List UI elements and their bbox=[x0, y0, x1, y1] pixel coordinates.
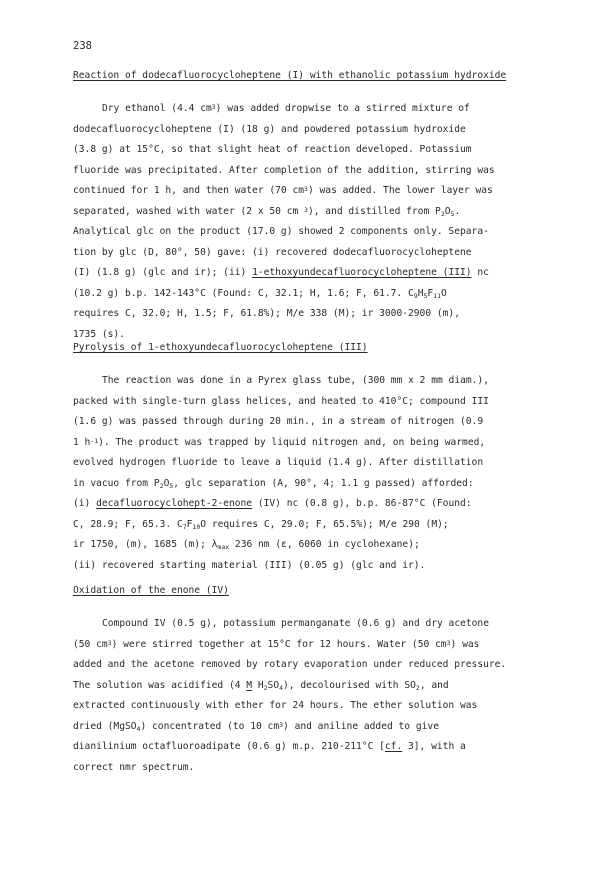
paragraph-reaction bbox=[73, 99, 533, 345]
text-line: continued for 1 h, and then water (70 $cm^3$) was added. The lower layer was bbox=[73, 185, 493, 196]
text-line: added and the acetone removed by rotary evaporation under reduced pressure. bbox=[73, 659, 507, 670]
text-line: ir 1750, (m), 1685 (m); $\lambda_{max}$ 236 nm (ε, 6060 in cyclohexane); bbox=[73, 539, 420, 551]
text-line: evolved hydrogen fluoride to leave a liquid (1.4 g). After distillation bbox=[73, 457, 484, 468]
text-line: (3.8 g) at 15°C, so that slight heat of reaction developed. Potassium bbox=[73, 144, 472, 155]
page-number: 238 bbox=[73, 40, 92, 52]
paragraph-oxidation bbox=[73, 614, 533, 778]
text-line: packed with single-turn glass helices, and heated to 410°C; compound III bbox=[73, 395, 489, 407]
text-line: dianilinium octafluoroadipate (0.6 g) m.p. 210-211°C [cf. 3], with a bbox=[73, 741, 466, 752]
text-line: Compound IV (0.5 g), potassium permanganate (0.6 g) and dry acetone bbox=[102, 618, 489, 629]
text-line: (I) (1.8 g) (glc and ir); (ii) 1-ethoxyundecafluorocycloheptene (III) nc bbox=[73, 267, 489, 278]
text-line: (50 $cm^3$) were stirred together at 15°C for 12 hours. Water (50 $cm^3$) was bbox=[73, 638, 480, 650]
section-heading-pyrolysis: Pyrolysis of 1-ethoxyundecafluorocycloheptene (III) bbox=[73, 342, 368, 353]
text-line: (10.2 g) b.p. 142-143°C (Found: C, 32.1; H, 1.6; F, 61.7. $C_9H_5F_{11}O$ bbox=[73, 287, 447, 300]
text-line: The solution was acidified (4 M $H_2SO_4$), decolourised with $SO_2$, and bbox=[73, 679, 449, 692]
text-line: correct nmr spectrum. bbox=[73, 761, 195, 773]
section-heading-oxidation: Oxidation of the enone (IV) bbox=[73, 585, 229, 596]
text-line: requires C, 32.0; H, 1.5; F, 61.8%); M/e 338 (M); ir 3000-2900 (m), bbox=[73, 308, 460, 319]
text-line: separated, washed with water (2 x 50 cm $^3$), and distilled from $P_2O_5$. bbox=[73, 205, 461, 218]
paragraph-pyrolysis bbox=[73, 371, 533, 576]
text-line: C, 28.9; F, 65.3. $C_7F_{10}O$ requires C, 29.0; F, 65.5%); M/e 290 (M); bbox=[73, 518, 449, 531]
section-heading-reaction: Reaction of dodecafluorocycloheptene (I) with ethanolic potassium hydroxide bbox=[73, 70, 507, 81]
text-line: The reaction was done in a Pyrex glass tube, (300 mm x 2 mm diam.), bbox=[102, 375, 489, 386]
text-line: 1735 (s). bbox=[73, 328, 125, 340]
text-line: Analytical glc on the product (17.0 g) showed 2 components only. Separa- bbox=[73, 226, 489, 237]
text-line: (1.6 g) was passed through during 20 min., in a stream of nitrogen (0.9 bbox=[73, 416, 484, 427]
text-line: Dry ethanol (4.4 $cm^3$) was added dropwise to a stirred mixture of bbox=[102, 103, 470, 114]
text-line: (i) decafluorocyclohept-2-enone (IV) nc (0.8 g), b.p. 86-87°C (Found: bbox=[73, 498, 472, 509]
text-line: fluoride was precipitated. After completion of the addition, stirring was bbox=[73, 164, 495, 176]
text-line: dried (MgSO$_4$) concentrated (to 10 $cm^3$) and aniline added to give bbox=[73, 720, 439, 733]
text-line: extracted continuously with ether for 24 hours. The ether solution was bbox=[73, 700, 478, 711]
text-line: in vacuo from $P_2O_5$, glc separation (A, 90°, 4; 1.1 g passed) afforded: bbox=[73, 477, 474, 490]
text-line: 1 $h^{-1}$). The product was trapped by liquid nitrogen and, on being warmed, bbox=[73, 436, 486, 448]
text-line: tion by glc (D, 80°, 50) gave: (i) recovered dodecafluorocycloheptene bbox=[73, 246, 472, 258]
text-line: (ii) recovered starting material (III) (0.05 g) (glc and ir). bbox=[73, 559, 426, 571]
text-line: dodecafluorocycloheptene (I) (18 g) and powdered potassium hydroxide bbox=[73, 123, 466, 135]
